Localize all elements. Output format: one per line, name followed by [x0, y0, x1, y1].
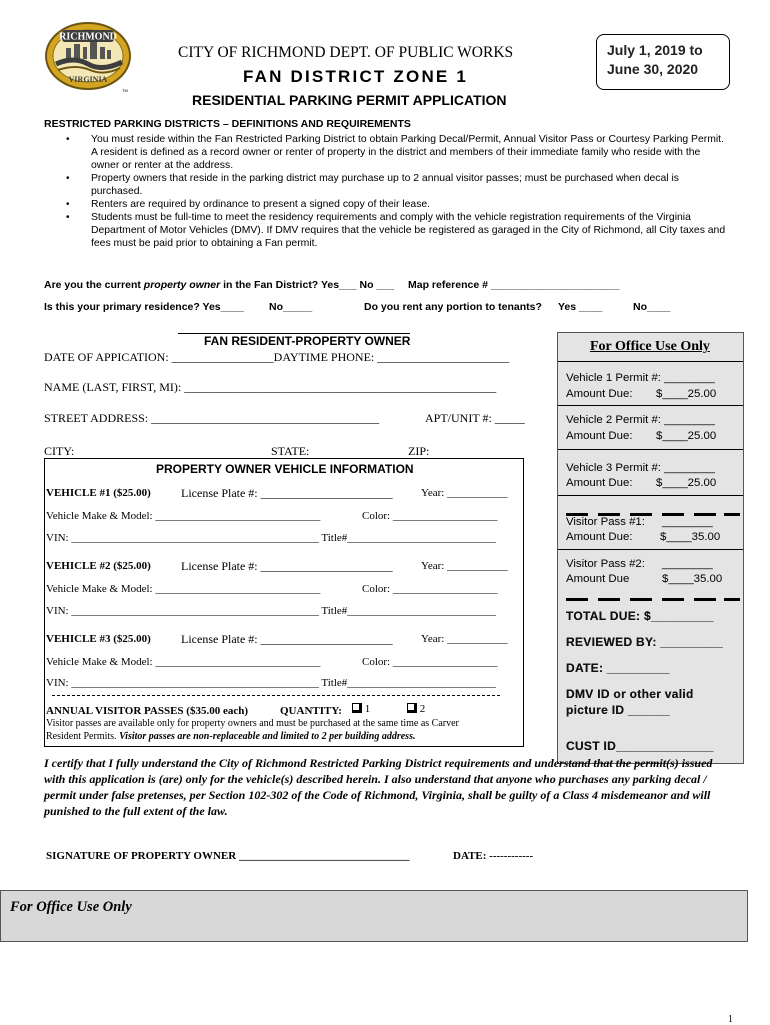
requirements-list [66, 133, 726, 250]
vehicle-box-right [523, 458, 524, 746]
checkbox-icon[interactable] [352, 703, 362, 713]
date-range-box [596, 34, 730, 90]
signature-date-field[interactable]: DATE: ------------ [453, 850, 534, 862]
zone-title: FAN DISTRICT ZONE 1 [243, 67, 469, 86]
dash-mark [724, 598, 740, 601]
map-reference-field[interactable]: Map reference # ______________________ [408, 279, 620, 291]
office-date-field[interactable]: DATE: _________ [566, 661, 670, 675]
vehicle-2-permit-field[interactable]: Vehicle 2 Permit #: ________ [566, 414, 715, 426]
page-number: 1 [728, 1014, 733, 1025]
vehicle-1-color-field[interactable]: Color: ___________________ [362, 510, 498, 522]
zip-field[interactable]: ZIP: [408, 444, 430, 458]
visitor-note: Visitor passes are available only for property owners and must be purchased at the same time as Carver [46, 718, 459, 729]
vehicle-1-label: VEHICLE #1 ($25.00) [46, 487, 151, 499]
dash-mark [724, 513, 740, 516]
visitor-pass-2-amount-value: $____35.00 [662, 573, 723, 585]
vehicle-3-year-field[interactable]: Year: ___________ [421, 633, 508, 645]
visitor-pass-2-label: Visitor Pass #2: [566, 558, 645, 570]
office-use-panel [557, 332, 744, 764]
visitor-divider [52, 695, 500, 696]
question-property-owner: Are you the current property owner in the Fan District? Yes___ No ___ [44, 279, 394, 291]
vehicle-3-make-field[interactable]: Vehicle Make & Model: ______________________________ [46, 656, 321, 668]
checkbox-icon[interactable] [407, 703, 417, 713]
vehicle-box-top [44, 458, 524, 459]
office-use-bottom-panel [0, 890, 748, 942]
visitor-pass-1-field[interactable]: ________ [662, 516, 713, 528]
requirement-item: • Renters are required by ordinance to present a signed copy of their lease. [66, 198, 726, 211]
vehicle-2-amount-label: Amount Due: [566, 430, 633, 442]
office-rule [558, 449, 743, 450]
state-field[interactable]: STATE: [271, 444, 310, 458]
visitor-passes-heading: ANNUAL VISITOR PASSES ($35.00 each) [46, 705, 249, 717]
vehicle-2-year-field[interactable]: Year: ___________ [421, 560, 508, 572]
visitor-pass-1-label: Visitor Pass #1: [566, 516, 645, 528]
office-heading-rule [558, 361, 743, 362]
visitor-note-line2: Resident Permits. Visitor passes are non-replaceable and limited to 2 per building address. [46, 731, 416, 742]
office-use-bottom-label: For Office Use Only [10, 899, 132, 915]
requirement-item: • Students must be full-time to meet the residency requirements and comply with the vehicle registration requirements of the Virginia Department of Motor Vehicles (DMV). If DMV requires that the vehicle be registered as garaged in the City of Richmond, all City taxes and fees must be paid prior to obtaining a Fan permit. [66, 211, 726, 250]
rent-tenants-no[interactable]: No____ [633, 301, 671, 313]
name-field[interactable]: NAME (LAST, FIRST, MI): ____________________________________________________ [44, 380, 497, 394]
visitor-pass-2-amount-label: Amount Due [566, 573, 630, 585]
vehicle-box-bottom [44, 746, 524, 747]
visitor-qty-option-2[interactable]: 2 [407, 703, 425, 715]
vehicle-2-make-field[interactable]: Vehicle Make & Model: ______________________________ [46, 583, 321, 595]
question-rent-tenants: Do you rent any portion to tenants? [364, 301, 542, 313]
cust-id-field[interactable]: CUST ID______________ [566, 739, 714, 753]
dash-mark [598, 598, 620, 601]
city-seal-logo [44, 20, 136, 94]
vehicle-1-amount-value: $____25.00 [656, 388, 717, 400]
vehicle-2-amount-value: $____25.00 [656, 430, 717, 442]
street-address-field[interactable]: STREET ADDRESS: ______________________________________ [44, 411, 380, 425]
dmv-id-label: DMV ID or other valid [566, 687, 694, 701]
rent-tenants-yes[interactable]: Yes ____ [558, 301, 603, 313]
owner-section-heading: FAN RESIDENT-PROPERTY OWNER [204, 334, 411, 348]
vehicle-3-color-field[interactable]: Color: ___________________ [362, 656, 498, 668]
visitor-quantity-label: QUANTITY: [280, 705, 342, 717]
logo-tm: TM [122, 88, 128, 93]
certification-statement: I certify that I fully understand the City of Richmond Restricted Parking District requirements and understand that the permit(s) issued with this application is (are) only for the vehicle(s) described herein. I also understand that anyone who purchases any parking decal / permit under false pretenses, per Section 102-302 of the Code of Richmond, Virginia, shall be guilty of a Class 4 misdemeanor and will punished to the full extent of the law. [44, 756, 713, 818]
application-date-field[interactable]: DATE OF APPICATION: _________________DAYTIME PHONE: ______________________ [44, 350, 510, 364]
vehicle-1-vin-field[interactable]: VIN: _____________________________________________ Title#___________________________ [46, 532, 496, 544]
vehicle-2-color-field[interactable]: Color: ___________________ [362, 583, 498, 595]
requirement-item: • Property owners that reside in the parking district may purchase up to 2 annual visitor passes; must be purchased when decal is purchased. [66, 172, 726, 198]
page-title: CITY OF RICHMOND DEPT. OF PUBLIC WORKS [178, 44, 514, 61]
dash-mark [662, 598, 684, 601]
dash-mark [630, 598, 652, 601]
application-subtitle: RESIDENTIAL PARKING PERMIT APPLICATION [192, 92, 507, 108]
vehicle-1-plate-field[interactable]: License Plate #: ______________________ [181, 486, 393, 500]
visitor-pass-2-field[interactable]: ________ [662, 558, 713, 570]
vehicle-3-vin-field[interactable]: VIN: _____________________________________________ Title#___________________________ [46, 677, 496, 689]
office-rule [558, 405, 743, 406]
visitor-pass-1-amount-label: Amount Due: [566, 531, 633, 543]
total-due-field[interactable]: TOTAL DUE: $_________ [566, 609, 714, 623]
date-range-start: July 1, 2019 to [607, 42, 703, 58]
reviewed-by-field[interactable]: REVIEWED BY: _________ [566, 635, 724, 649]
visitor-qty-option-1[interactable]: 1 [352, 703, 370, 715]
vehicle-1-year-field[interactable]: Year: ___________ [421, 487, 508, 499]
vehicle-box-left [44, 458, 45, 746]
apt-unit-field[interactable]: APT/UNIT #: _____ [425, 411, 525, 425]
vehicle-2-vin-field[interactable]: VIN: _____________________________________________ Title#___________________________ [46, 605, 496, 617]
office-rule [558, 495, 743, 496]
office-use-heading: For Office Use Only [590, 339, 710, 354]
logo-top-text: RICHMOND [59, 31, 117, 43]
vehicle-1-permit-field[interactable]: Vehicle 1 Permit #: ________ [566, 372, 715, 384]
requirement-item: • You must reside within the Fan Restricted Parking District to obtain Parking Decal/Permit, Annual Visitor Pass or Courtesy Parking Permit. A resident is defined as a record owner or renter of property in the district and members of their immediate family who reside with the owner or renter at the address. [66, 133, 726, 172]
question-primary-residence: Is this your primary residence? Yes____ [44, 301, 244, 313]
primary-residence-no[interactable]: No_____ [269, 301, 313, 313]
vehicle-3-amount-label: Amount Due: [566, 477, 633, 489]
city-field[interactable]: CITY: [44, 444, 75, 458]
signature-field[interactable]: SIGNATURE OF PROPERTY OWNER _______________________________ [46, 850, 410, 862]
vehicle-2-plate-field[interactable]: License Plate #: ______________________ [181, 559, 393, 573]
vehicle-3-permit-field[interactable]: Vehicle 3 Permit #: ________ [566, 462, 715, 474]
date-range-end: June 30, 2020 [607, 61, 699, 77]
vehicle-section-heading: PROPERTY OWNER VEHICLE INFORMATION [156, 462, 414, 476]
vehicle-2-label: VEHICLE #2 ($25.00) [46, 560, 151, 572]
vehicle-1-amount-label: Amount Due: [566, 388, 633, 400]
dash-mark [566, 598, 588, 601]
office-rule [558, 549, 743, 550]
vehicle-1-make-field[interactable]: Vehicle Make & Model: ______________________________ [46, 510, 321, 522]
requirements-heading: RESTRICTED PARKING DISTRICTS – DEFINITIONS AND REQUIREMENTS [44, 118, 411, 130]
dash-mark [694, 598, 716, 601]
vehicle-3-amount-value: $____25.00 [656, 477, 717, 489]
visitor-pass-1-amount-value: $____35.00 [660, 531, 721, 543]
vehicle-3-plate-field[interactable]: License Plate #: ______________________ [181, 632, 393, 646]
picture-id-field[interactable]: picture ID ______ [566, 703, 670, 717]
vehicle-3-label: VEHICLE #3 ($25.00) [46, 633, 151, 645]
logo-bottom-text: VIRGINIA [68, 75, 108, 84]
